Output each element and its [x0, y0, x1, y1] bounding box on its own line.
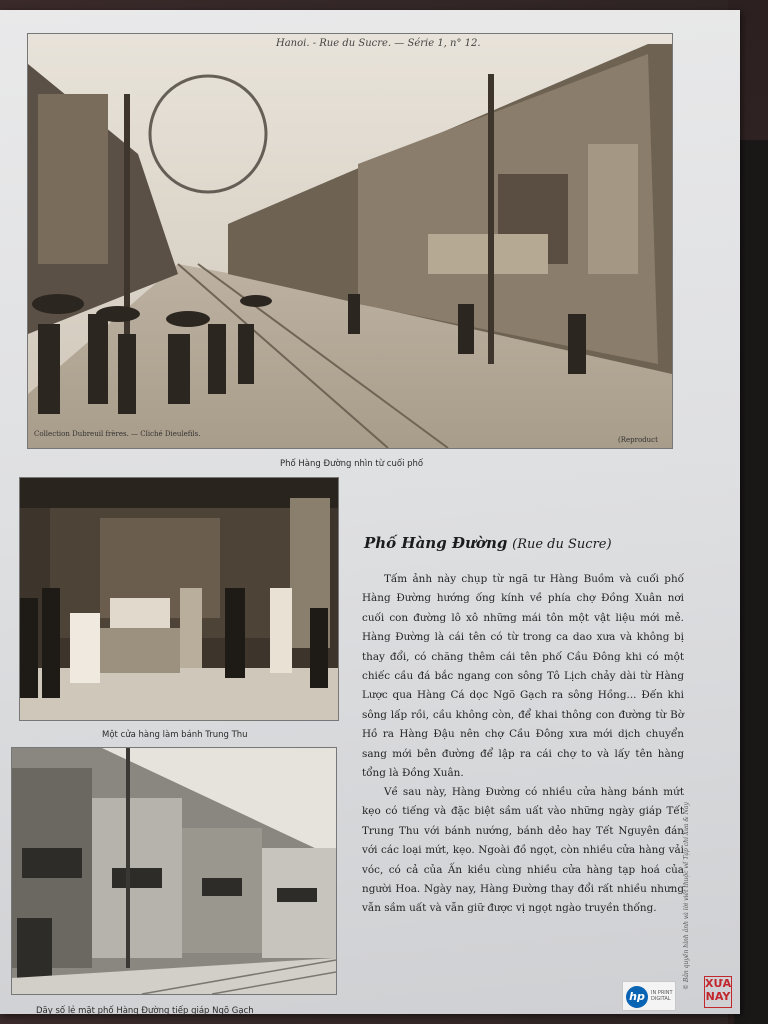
title-main: Phố Hàng Đường [364, 534, 508, 552]
photo-credit: Collection Dubreuil frères. — Cliché Dieulefils. [34, 430, 201, 438]
exhibit-panel [0, 10, 740, 1014]
hp-mark: hp [626, 986, 648, 1008]
bakery-shop-photo [20, 478, 338, 720]
hp-logo [622, 981, 676, 1011]
photo-header: Hanoi. - Rue du Sucre. — Série 1, n° 12. [276, 38, 481, 49]
street-photo-caption: Dãy số lẻ mặt phố Hàng Đường tiếp giáp Ngõ Gạch [36, 1006, 254, 1016]
photo-reproduction-note: (Reproduct [618, 436, 658, 444]
title-sub: (Rue du Sucre) [512, 537, 612, 552]
copyright-note: © Bản quyền hình ảnh và lời viết thuộc về Tạp chí Xưa & Nay [683, 802, 690, 990]
article-paragraph: Tấm ảnh này chụp từ ngã tư Hàng Buồm và cuối phố Hàng Đường hướng ống kính về phía chợ Đồng Xuân nơi cuối con đường lô xô những mái tôn một vật liệu mới mẻ. Hàng Đường là cái tên có từ trong ca dao xưa và không bị thay đổi, có chăng thêm cái tên phố Cầu Đông khi có một chiếc cầu đá bắc ngang con sông Tô Lịch chảy dài từ Hàng Lược qua Hàng Cá dọc Ngõ Gạch ra sông Hồng... Đến khi sông lấp rồi, cầu không còn, để khai thông con đường từ Bờ Hồ ra Hàng Đậu nên chợ Cầu Đông xưa mới dịch chuyển sang mới bên đường để lập ra cái chợ to và lấy tên hàng tổng là Đồng Xuân. [362, 573, 684, 780]
odd-side-street-photo [12, 748, 336, 994]
hp-logo-text: IN PRINT DIGITAL [651, 990, 673, 1002]
article-title [364, 534, 612, 552]
main-photo-caption: Phố Hàng Đường nhìn từ cuối phố [280, 459, 424, 469]
xua-nay-logo: XƯA NAY [704, 976, 732, 1008]
main-street-photo [28, 34, 672, 448]
bakery-photo-caption: Một cửa hàng làm bánh Trung Thu [102, 730, 248, 740]
article-paragraph: Về sau này, Hàng Đường có nhiều cửa hàng bánh mứt kẹo có tiếng và đặc biệt sầm uất vào những ngày giáp Tết Trung Thu với bánh nướng, bánh dẻo hay Tết Nguyên đán với các loại mứt, kẹo. Ngoài đồ ngọt, còn nhiều cửa hàng vải vóc, có cả của Ấn kiều cùng nhiều cửa hàng tạp hoá của người Hoa. Ngày nay, Hàng Đường thay đổi rất nhiều nhưng vẫn sầm uất và vẫn giữ được vị ngọt ngào truyền thống. [362, 786, 684, 915]
